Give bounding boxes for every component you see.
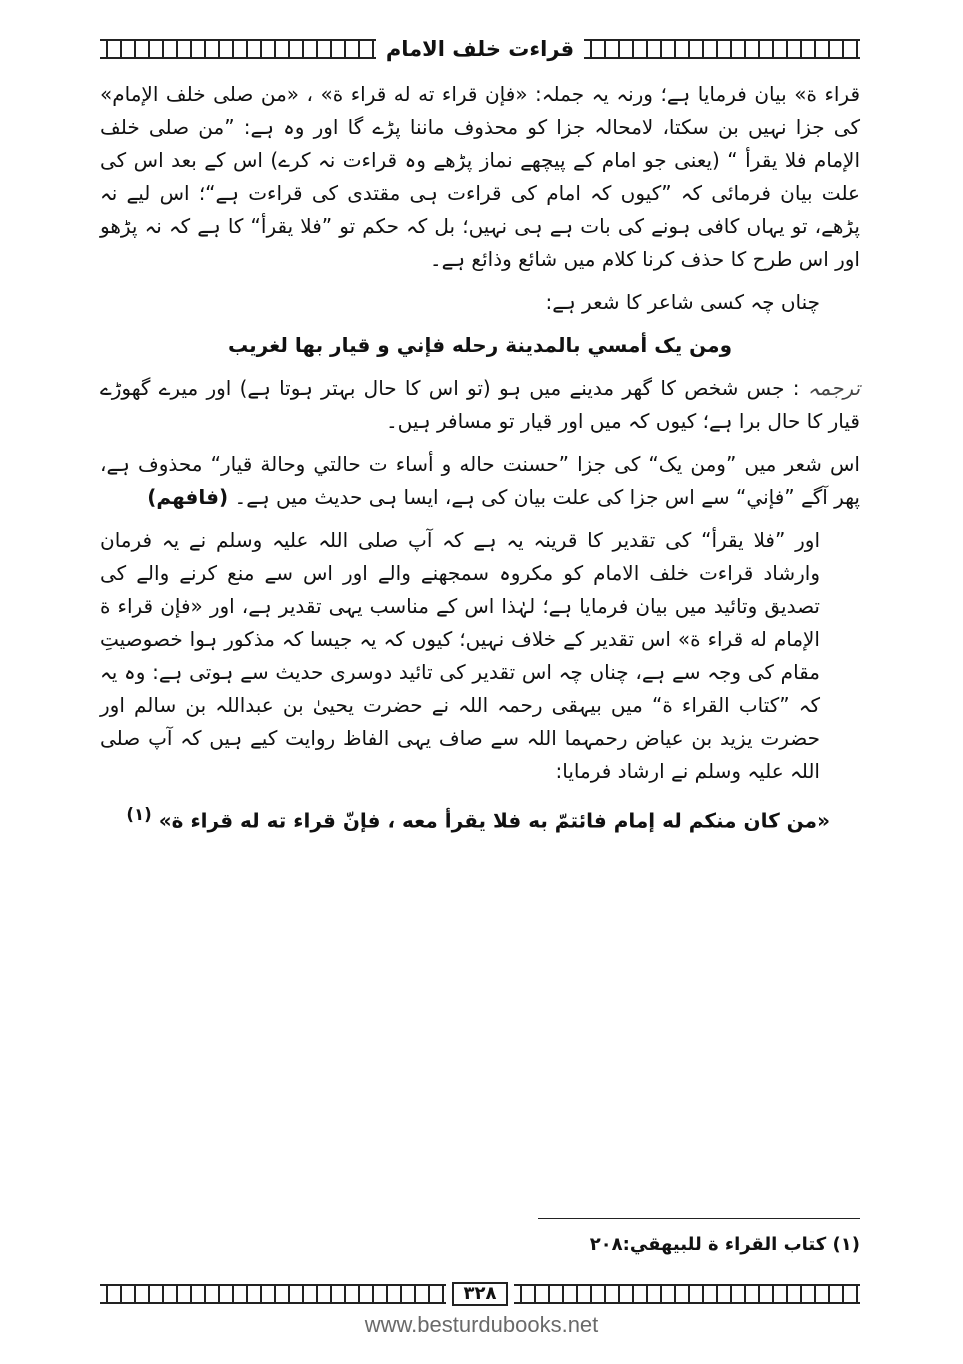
translation-text: : جس شخص کا گھر مدینے میں ہو (تو اس کا حال بہتر ہوتا ہے) اور میرے گھوڑے قیار کا حال برا ہے؛ کیوں کہ میں اور قیار تو مسافر ہیں۔ [100, 376, 860, 433]
footer-ornament-right [514, 1284, 860, 1304]
header-ornament-left [100, 39, 376, 59]
footnote-text: کتاب القراء ة للبیهقي:۲۰۸ [589, 1234, 827, 1255]
translation-label: ترجمہ [807, 376, 861, 400]
page-number: ۳۲۸ [452, 1282, 509, 1306]
footnote-number: (۱) [832, 1234, 860, 1255]
footnote-divider [538, 1218, 860, 1219]
paragraph-1: قراء ة» بیان فرمایا ہے؛ ورنہ یہ جملہ: «فإن قراء ته له قراء ة» ، «من صلی خلف الإمام» کی جزا نہیں بن سکتا، لامحالہ جزا کو محذوف ماننا پڑے گا اور وہ ہے: ”من صلی خلف الإمام فلا یقرأ “ (یعنی جو امام کے پیچھے نماز پڑھے وہ قراءت نہ کرے) اس کے بعد اس کی علت بیان فرمائی کہ ”کیوں کہ امام کی قراءت ہی مقتدی کی قراءت ہے“؛ اس لیے نہ پڑھے، تو یہاں کافی ہونے کی بات ہے ہی نہیں؛ بل کہ حکم تو ”فلا یقرأ“ کا ہے کہ نہ پڑھو اور اس طرح کا حذف کرنا کلام میں شائع وذائع ہے۔ [100, 82, 860, 271]
paragraph-3 [100, 448, 860, 514]
header-ornament-right [584, 39, 860, 59]
page-footer [100, 1282, 860, 1306]
hadith-text: «من کان منکم له إمام فائتمّ به فلا یقرأ معه ، فإنّ قراء ته له قراء ة» [158, 808, 830, 833]
fafham-note: (فافهم) [147, 485, 229, 509]
page-body [100, 78, 860, 848]
poetry-verse: ومن یک أمسي بالمدینة رحله فإني و قیار بها لغریب [227, 333, 732, 357]
page-header [100, 36, 860, 62]
paragraph-4: اور ”فلا یقرأ“ کی تقدیر کا قرینہ یہ ہے کہ آپ صلی اللہ علیہ وسلم نے یہ فرمان وارشاد قراءت خلف الامام کو مکروہ سمجھنے والے اور اس سے منع کرنے والے کی تصدیق وتائید میں بیان فرمایا ہے؛ لہٰذا اس کے مناسب یہی تقدیر ہے، اور «فإن قراء ة الإمام له قراء ة» اس تقدیر کے خلاف نہیں؛ کیوں کہ یہ جیسا کہ مذکور ہوا خصوصیتِ مقام کی وجہ سے ہے، چناں چہ اس تقدیر کی تائید دوسری حدیث سے ہوتی ہے: وہ یہ کہ ”کتاب القراء ة“ میں بیہقی رحمہ اللہ نے حضرت یحییٰ بن عبداللہ بن سالم اور حضرت یزید بن عیاض رحمہما اللہ سے صاف یہی الفاظ روایت کیے ہیں کہ آپ صلی اللہ علیہ وسلم نے ارشاد فرمایا: [100, 528, 821, 783]
paragraph-2: چناں چہ کسی شاعر کا شعر ہے: [545, 290, 820, 314]
hadith-quote [100, 798, 830, 838]
running-title: قراءت خلف الامام [385, 37, 575, 61]
footer-ornament-left [100, 1284, 446, 1304]
footnote [100, 1234, 860, 1255]
paragraph-3-text: اس شعر میں ”ومن یک“ کی جزا ”حسنت حاله و أساء ت حالتي وحالة قیار“ محذوف ہے، پھر آگے ”فإني“ سے اس جزا کی علت بیان کی ہے، ایسا ہی حدیث میں ہے۔ [100, 452, 860, 509]
translation-paragraph [100, 372, 860, 438]
website-watermark: www.besturdubooks.net [364, 1312, 599, 1337]
footnote-marker: (۱) [126, 805, 152, 824]
